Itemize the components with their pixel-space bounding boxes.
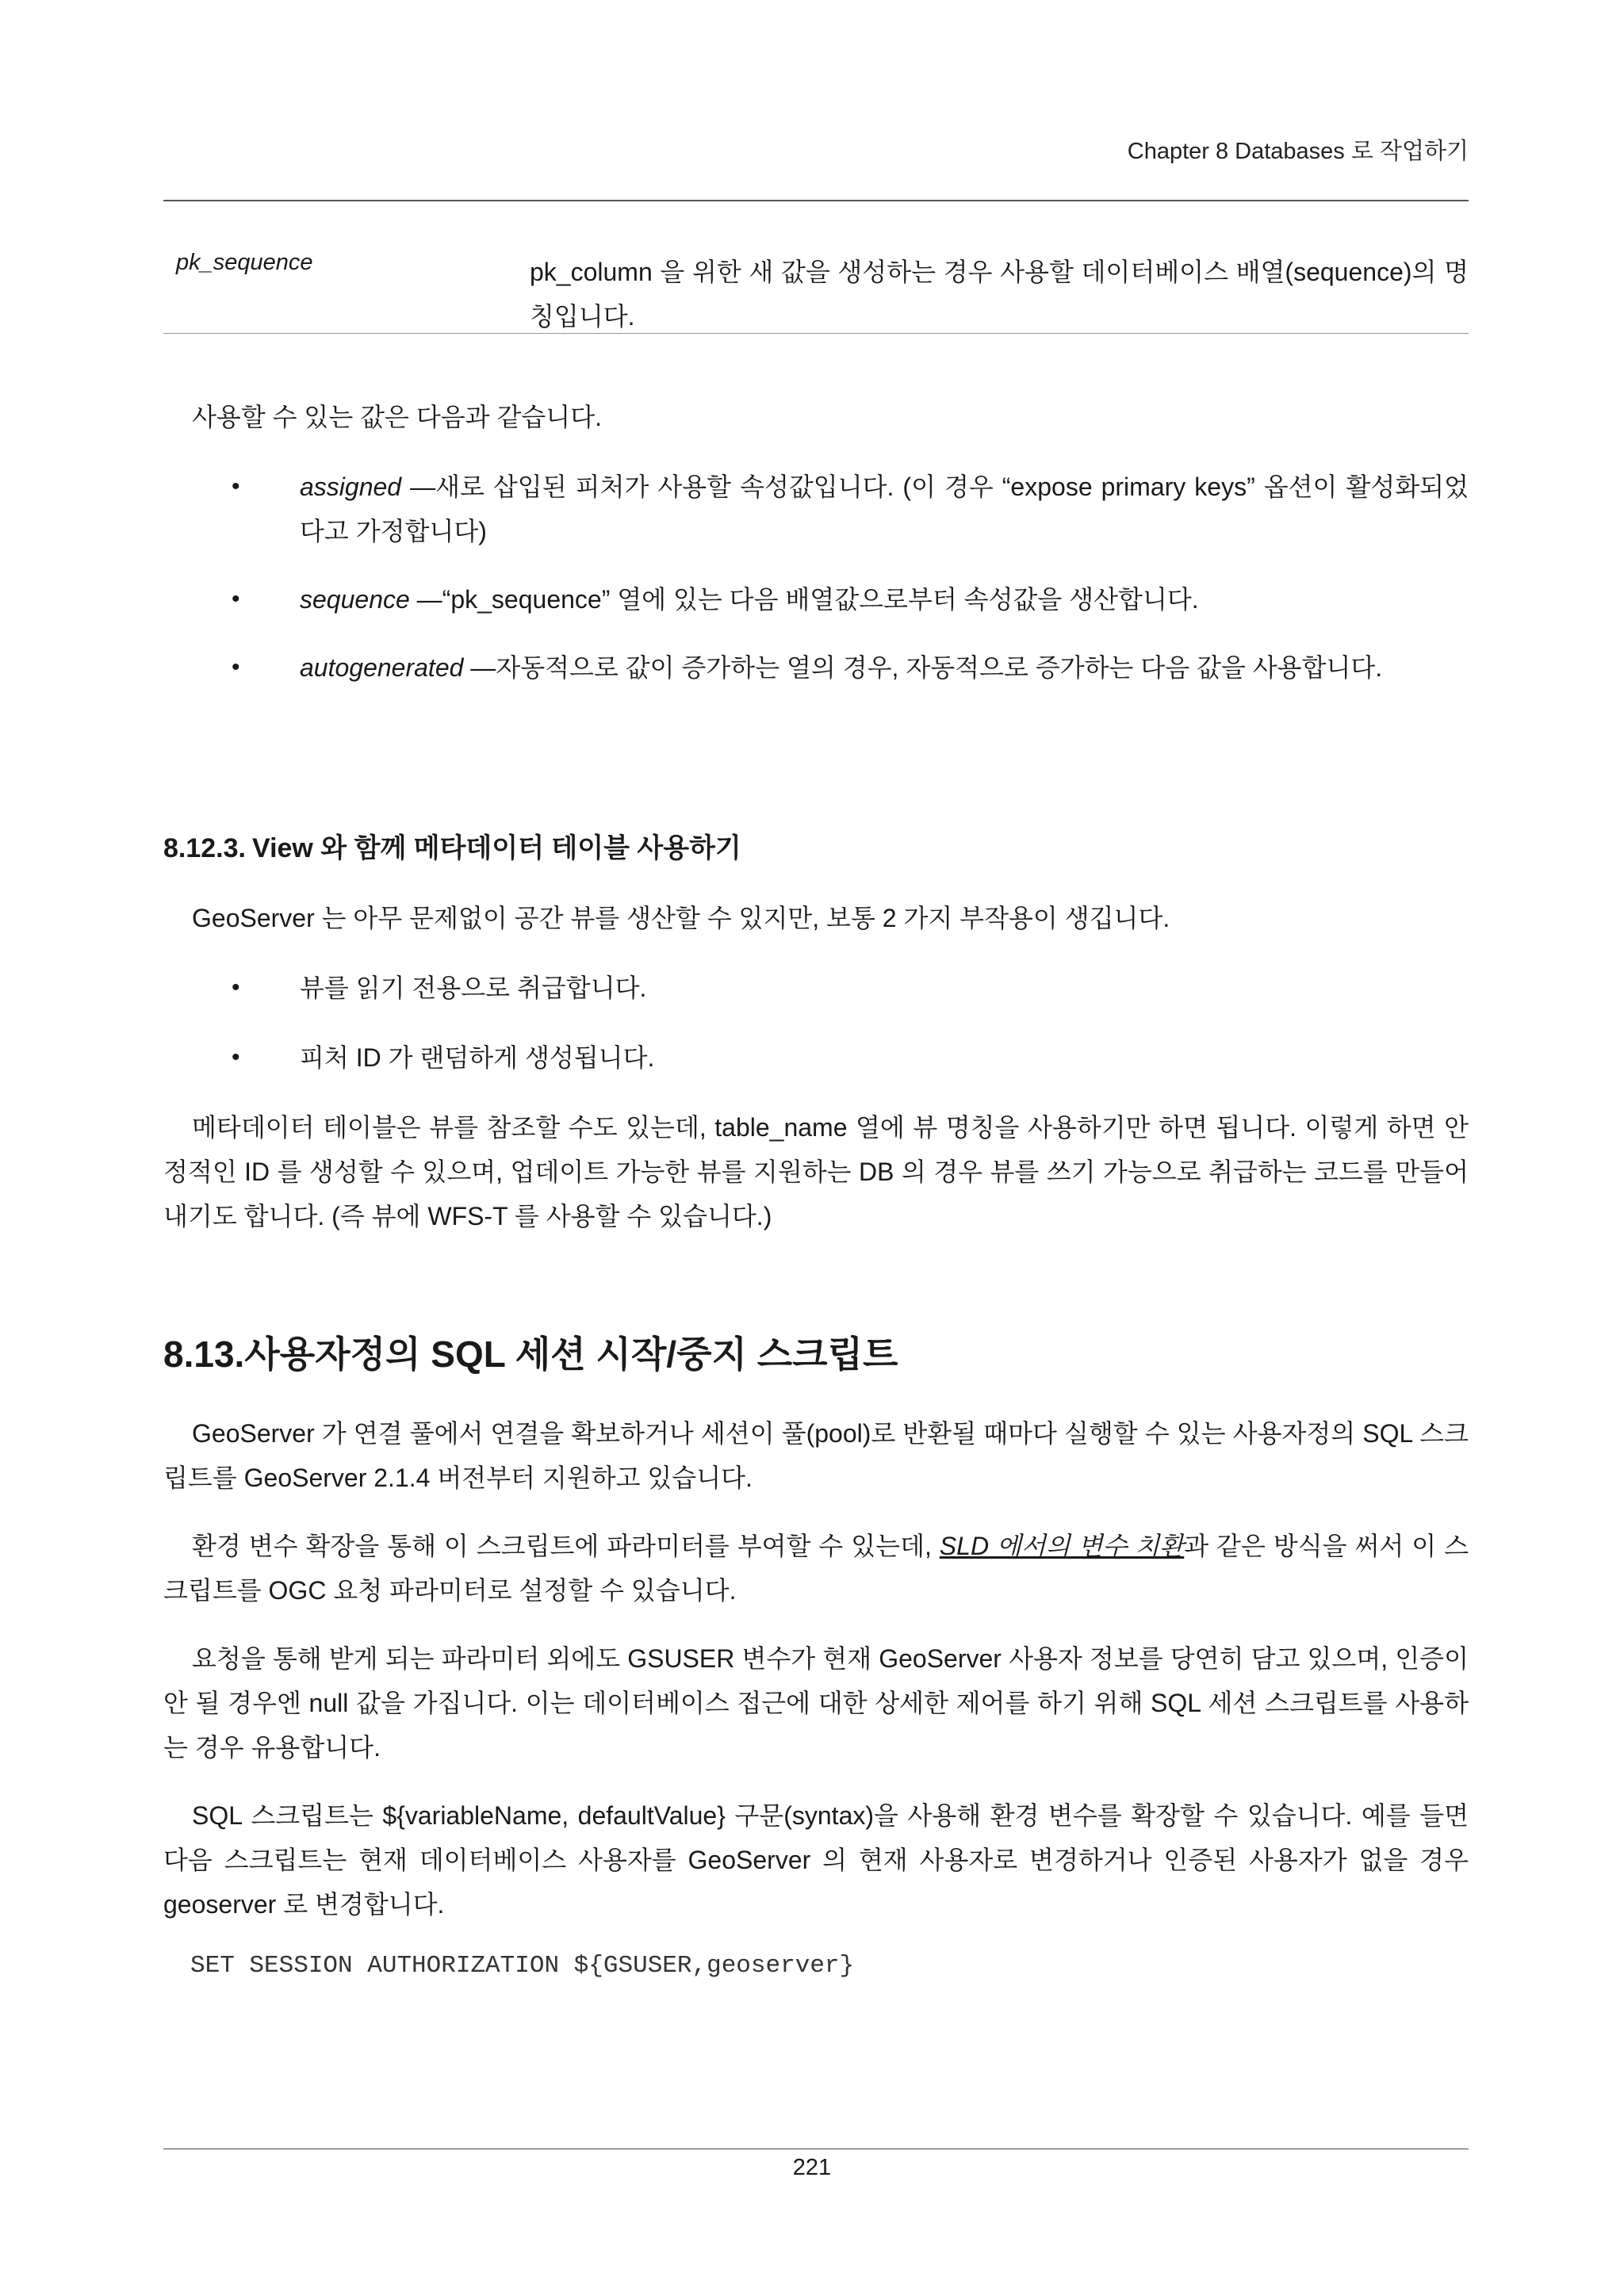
section-number: 8.12.3. xyxy=(163,833,246,863)
sld-variable-substitution-link[interactable]: SLD 에서의 변수 치환 xyxy=(939,1532,1185,1560)
metadata-paragraph: 메타데이터 테이블은 뷰를 참조할 수도 있는데, table_name 열에 뷰 명칭을 사용하기만 하면 됩니다. 이렇게 하면 안정적인 ID 를 생성할 수 있으며, 업데이트 가능한 뷰를 지원하는 DB 의 경우 뷰를 쓰기 가능으로 취급하는 코드를 만들어내기도 합니다. (즉 뷰에 WFS-T 를 사용할 수 있습니다.) xyxy=(163,1113,1469,1230)
paragraph: 환경 변수 확장을 통해 이 스크립트에 파라미터를 부여할 수 있는데, SLD 에서의 변수 치환과 같은 방식을 써서 이 스크립트를 OGC 요청 파라미터로 설정할 수 있습니다. xyxy=(163,1532,1469,1605)
section-number: 8.13. xyxy=(163,1334,245,1375)
value-desc: —새로 삽입된 피처가 사용할 속성값입니다. (이 경우 “expose primary keys” 옵션이 활성화되었다고 가정합니다) xyxy=(300,473,1469,545)
code-snippet: SET SESSION AUTHORIZATION ${GSUSER,geoserver} xyxy=(190,1952,855,1980)
values-intro: 사용할 수 있는 값은 다음과 같습니다. xyxy=(192,403,603,431)
list-item xyxy=(232,577,1469,622)
bullet-icon: • xyxy=(232,586,240,612)
running-header: Chapter 8 Databases 로 작업하기 xyxy=(1127,139,1469,164)
header-rule xyxy=(163,200,1469,201)
paragraph: SQL 스크립트는 ${variableName, defaultValue} 구문(syntax)을 사용해 환경 변수를 확장할 수 있습니다. 예를 들면 다음 스크립트는 현재 데이터베이스 사용자를 GeoServer 의 현재 사용자로 변경하거나 인증된 사용자가 없을 경우 geoserver 로 변경합니다. xyxy=(163,1801,1469,1919)
page-number: 221 xyxy=(792,2155,832,2180)
list-item: • 피처 ID 가 랜덤하게 생성됩니다. xyxy=(243,1035,1469,1080)
section-title: 사용자정의 SQL 세션 시작/중지 스크립트 xyxy=(244,1334,898,1375)
paragraph: 요청을 통해 받게 되는 파라미터 외에도 GSUSER 변수가 현재 GeoServer 사용자 정보를 당연히 담고 있으며, 인증이 안 될 경우엔 null 값을 가집니다. 이는 데이터베이스 접근에 대한 상세한 제어를 하기 위해 SQL 세션 스크립트를 사용하는 경우 유용합니다. xyxy=(163,1644,1469,1762)
value-term: autogenerated xyxy=(300,653,464,682)
list-item: • 뷰를 읽기 전용으로 취급합니다. xyxy=(243,966,1469,1010)
section-heading-8-13 xyxy=(163,1326,1469,1378)
bullet-icon: • xyxy=(232,1044,240,1070)
bullet-icon: • xyxy=(232,473,240,499)
value-term: assigned xyxy=(300,473,402,501)
list-item xyxy=(232,465,1469,553)
section-title: View 와 함께 메타데이터 테이블 사용하기 xyxy=(252,833,741,863)
value-desc: —자동적으로 값이 증가하는 열의 경우, 자동적으로 증가하는 다음 값을 사용합니다. xyxy=(463,653,1383,682)
section-heading-8-12-3 xyxy=(163,826,1469,865)
param-description: pk_column 을 위한 새 값을 생성하는 경우 사용할 데이터베이스 배열(sequence)의 명칭입니다. xyxy=(530,258,1469,331)
param-name: pk_sequence xyxy=(176,250,313,275)
bullet-icon: • xyxy=(232,974,240,1001)
param-table-rule xyxy=(163,333,1469,334)
list-item xyxy=(232,645,1469,690)
value-term: sequence xyxy=(300,585,410,614)
bullet-icon: • xyxy=(232,654,240,680)
value-desc: —“pk_sequence” 열에 있는 다음 배열값으로부터 속성값을 생산합니다. xyxy=(409,585,1199,614)
paragraph: GeoServer 가 연결 풀에서 연결을 확보하거나 세션이 풀(pool)로 반환될 때마다 실행할 수 있는 사용자정의 SQL 스크립트를 GeoServer 2.1.4 버전부터 지원하고 있습니다. xyxy=(163,1419,1469,1492)
section-intro: GeoServer 는 아무 문제없이 공간 뷰를 생산할 수 있지만, 보통 2 가지 부작용이 생깁니다. xyxy=(192,904,1170,932)
